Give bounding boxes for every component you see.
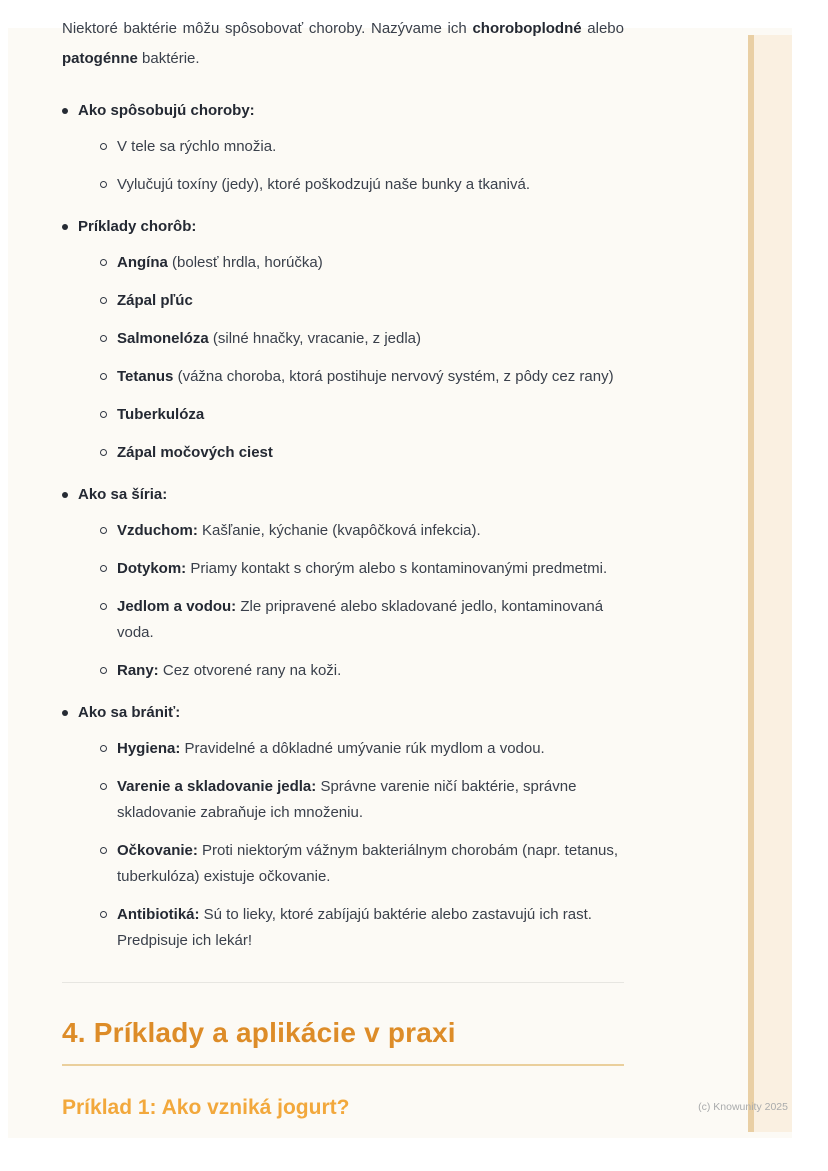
section-heading: 4. Príklady a aplikácie v praxi xyxy=(62,1017,624,1066)
bullet-circle-icon xyxy=(100,518,117,544)
item-text: Pravidelné a dôkladné umývanie rúk mydlom a vodou. xyxy=(180,740,545,757)
example-subheading: Príklad 1: Ako vzniká jogurt? xyxy=(62,1096,350,1119)
item-text: (vážna choroba, ktorá postihuje nervový systém, z pôdy cez rany) xyxy=(173,368,614,385)
bullet-circle-icon xyxy=(100,288,117,314)
section-divider xyxy=(62,982,624,983)
item-text: Správne varenie ničí baktérie, správne skladovanie zabraňuje ich množeniu. xyxy=(117,778,577,821)
intro-text: alebo xyxy=(581,20,624,37)
bullet-circle-icon xyxy=(100,326,117,352)
bullet-circle-icon xyxy=(100,838,117,890)
item-text: Kašľanie, kýchanie (kvapôčková infekcia). xyxy=(197,522,481,539)
list-item xyxy=(100,288,624,314)
bullet-circle-icon xyxy=(100,402,117,428)
list-item xyxy=(100,838,624,890)
bullet-circle-icon xyxy=(100,172,117,198)
bullet-circle-icon xyxy=(100,774,117,826)
bullet-disc-icon xyxy=(62,98,78,124)
list-item xyxy=(100,250,624,276)
list-item xyxy=(100,518,624,544)
item-text: Sú to lieky, ktoré zabíjajú baktérie alebo zastavujú ich rast. Predpisuje ich lekár! xyxy=(117,906,592,949)
list-item xyxy=(100,172,624,198)
intro-text: baktérie. xyxy=(137,50,200,67)
item-text: Priamy kontakt s chorým alebo s kontaminovanými predmetmi. xyxy=(186,560,608,577)
list-item xyxy=(100,440,624,466)
bullet-circle-icon xyxy=(100,594,117,646)
item-text: V tele sa rýchlo množia. xyxy=(117,138,277,155)
sublist xyxy=(62,518,624,684)
bullet-circle-icon xyxy=(100,134,117,160)
item-bold: Hygiena: xyxy=(117,740,181,757)
list-item xyxy=(100,134,624,160)
intro-text: Niektoré baktérie môžu spôsobovať choroby. Nazývame ich xyxy=(62,20,473,37)
bacteria-disease-list xyxy=(62,98,624,954)
item-text: Proti niektorým vážnym bakteriálnym chorobám (napr. tetanus, tuberkulóza) existuje očkovanie. xyxy=(117,842,619,885)
intro-bold-choroboplodne: choroboplodné xyxy=(472,20,582,37)
list-item xyxy=(100,326,624,352)
item-text: (silné hnačky, vracanie, z jedla) xyxy=(208,330,422,347)
item-bold: Zápal močových ciest xyxy=(117,444,273,461)
item-text: Zle pripravené alebo skladované jedlo, kontaminovaná voda. xyxy=(117,598,604,641)
item-bold: Jedlom a vodou: xyxy=(117,598,237,615)
bullet-circle-icon xyxy=(100,440,117,466)
item-bold: Tuberkulóza xyxy=(117,406,205,423)
bullet-circle-icon xyxy=(100,250,117,276)
item-bold: Vzduchom: xyxy=(117,522,198,539)
list-title: Ako sa brániť: xyxy=(78,704,181,721)
bullet-circle-icon xyxy=(100,556,117,582)
intro-paragraph xyxy=(62,14,624,74)
sublist xyxy=(62,134,624,198)
item-text: (bolesť hrdla, horúčka) xyxy=(167,254,323,271)
list-item xyxy=(100,736,624,762)
footer-credit: (c) Knowunity 2025 xyxy=(698,1101,788,1113)
list-item xyxy=(100,774,624,826)
list-item xyxy=(100,594,624,646)
bullet-circle-icon xyxy=(100,364,117,390)
list-item xyxy=(100,556,624,582)
list-title: Ako spôsobujú choroby: xyxy=(78,102,255,119)
item-bold: Salmonelóza xyxy=(117,330,209,347)
bullet-disc-icon xyxy=(62,700,78,726)
item-bold: Antibiotiká: xyxy=(117,906,200,923)
list-title: Príklady chorôb: xyxy=(78,218,197,235)
item-bold: Zápal pľúc xyxy=(117,292,193,309)
list-title: Ako sa šíria: xyxy=(78,486,168,503)
item-bold: Tetanus xyxy=(117,368,174,385)
document-content xyxy=(62,14,624,1120)
list-section-how-spread xyxy=(62,482,624,684)
sublist xyxy=(62,736,624,954)
list-item xyxy=(100,658,624,684)
bullet-circle-icon xyxy=(100,736,117,762)
bullet-disc-icon xyxy=(62,214,78,240)
bullet-disc-icon xyxy=(62,482,78,508)
list-section-how-cause xyxy=(62,98,624,198)
item-bold: Varenie a skladovanie jedla: xyxy=(117,778,317,795)
item-bold: Dotykom: xyxy=(117,560,187,577)
bullet-circle-icon xyxy=(100,902,117,954)
list-item xyxy=(100,402,624,428)
item-bold: Angína xyxy=(117,254,168,271)
item-text: Cez otvorené rany na koži. xyxy=(158,662,342,679)
bullet-circle-icon xyxy=(100,658,117,684)
list-section-how-defend xyxy=(62,700,624,954)
item-bold: Očkovanie: xyxy=(117,842,198,859)
list-item xyxy=(100,902,624,954)
page-edge-accent-strip xyxy=(748,35,792,1132)
list-item xyxy=(100,364,624,390)
sublist xyxy=(62,250,624,466)
item-bold: Rany: xyxy=(117,662,159,679)
item-text: Vylučujú toxíny (jedy), ktoré poškodzujú naše bunky a tkanivá. xyxy=(117,176,530,193)
intro-bold-patogenne: patogénne xyxy=(62,50,138,67)
list-section-disease-examples xyxy=(62,214,624,466)
